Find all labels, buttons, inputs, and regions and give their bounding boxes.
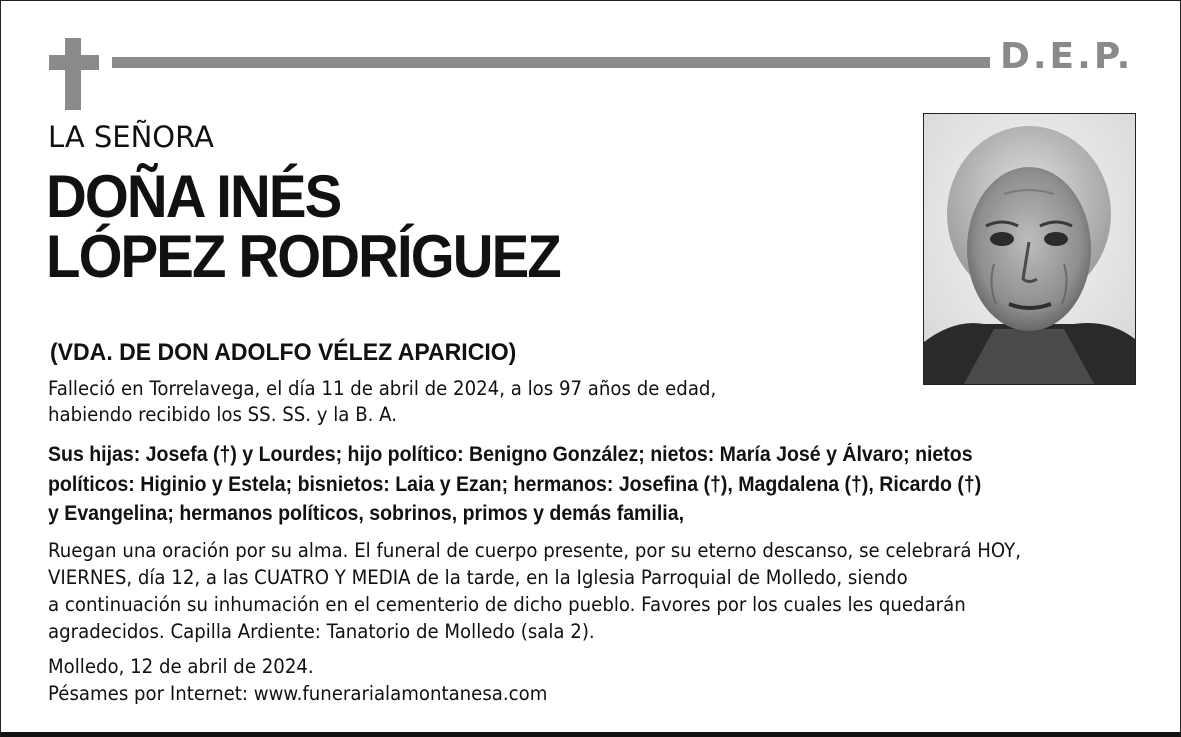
condolences-website: Pésames por Internet: www.funerarialamontanesa.com [48, 682, 548, 705]
family-line-2: políticos: Higinio y Estela; bisnietos: Laia y Ezan; hermanos: Josefina (†), Magdalena (†), Ricardo (†) [48, 473, 982, 496]
deceased-name-line1: DOÑA INÉS [46, 163, 341, 230]
cross-icon-bar [49, 55, 99, 70]
header-rule [112, 57, 990, 68]
portrait-photo [923, 113, 1136, 385]
widow-of: (VDA. DE DON ADOLFO VÉLEZ APARICIO) [50, 339, 517, 366]
family-line-1: Sus hijas: Josefa (†) y Lourdes; hijo político: Benigno González; nietos: María José y Álvaro; nietos [48, 443, 973, 466]
death-line-2: habiendo recibido los SS. SS. y la B. A. [48, 403, 398, 426]
funeral-line-2: VIERNES, día 12, a las CUATRO Y MEDIA de la tarde, en la Iglesia Parroquial de Molledo, siendo [48, 566, 908, 589]
funeral-line-3: a continuación su inhumación en el cementerio de dicho pueblo. Favores por los cuales les quedarán [48, 593, 966, 616]
place-date: Molledo, 12 de abril de 2024. [48, 655, 314, 678]
family-line-3: y Evangelina; hermanos políticos, sobrinos, primos y demás familia, [48, 502, 685, 525]
funeral-line-4: agradecidos. Capilla Ardiente: Tanatorio de Molledo (sala 2). [48, 620, 595, 643]
portrait-icon [924, 114, 1135, 384]
funeral-line-1: Ruegan una oración por su alma. El funeral de cuerpo presente, por su eterno descanso, se celebrará HOY, [48, 539, 1021, 562]
dep-label: D.E.P. [1000, 36, 1134, 77]
death-line-1: Falleció en Torrelavega, el día 11 de abril de 2024, a los 97 años de edad, [48, 377, 717, 400]
title-label: LA SEÑORA [48, 120, 214, 154]
cross-icon [65, 38, 81, 110]
deceased-name [46, 163, 560, 290]
deceased-name-line2: LÓPEZ RODRÍGUEZ [46, 223, 560, 290]
